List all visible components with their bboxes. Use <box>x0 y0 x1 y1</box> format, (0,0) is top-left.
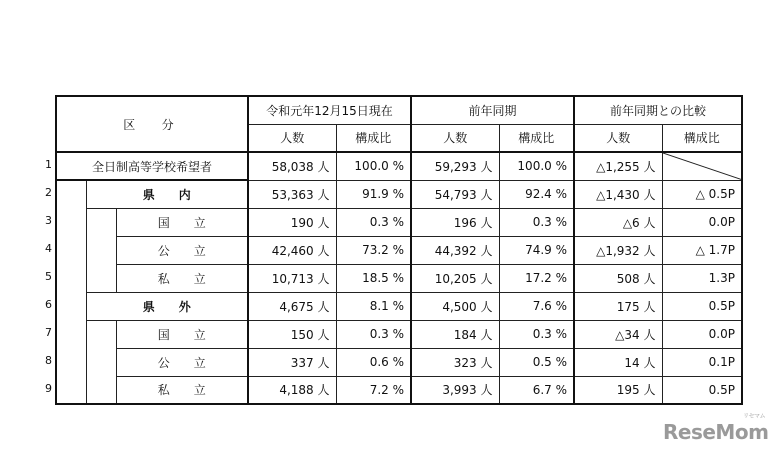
previous-ratio-cell: 74.9 % <box>499 236 574 264</box>
previous-people-cell: 54,793 人 <box>411 180 499 208</box>
row-number: 9 <box>45 382 52 395</box>
logo-kana: リセマム <box>743 413 765 420</box>
table-row <box>56 180 742 208</box>
comparison-people-cell: △1,932 人 <box>574 236 662 264</box>
row-label: 県 外 <box>86 292 248 320</box>
current-group-header: 令和元年12月15日現在 <box>248 96 411 124</box>
row-label: 国 立 <box>116 208 248 236</box>
comparison-ratio-cell: 0.1P <box>662 348 742 376</box>
comparison-people-header: 人数 <box>574 124 662 152</box>
current-ratio-cell: 0.6 % <box>336 348 411 376</box>
row-label: 県 内 <box>86 180 248 208</box>
current-people-cell: 10,713 人 <box>248 264 336 292</box>
row-label: 公 立 <box>116 348 248 376</box>
table-row <box>56 376 742 404</box>
previous-ratio-cell: 0.3 % <box>499 320 574 348</box>
indent-cell <box>56 348 86 376</box>
statistics-table <box>55 95 743 405</box>
previous-ratio-header: 構成比 <box>499 124 574 152</box>
row-number: 5 <box>45 270 52 283</box>
current-people-cell: 58,038 人 <box>248 152 336 180</box>
category-header: 区 分 <box>56 96 248 152</box>
row-label: 私 立 <box>116 264 248 292</box>
comparison-people-cell: 175 人 <box>574 292 662 320</box>
previous-people-cell: 59,293 人 <box>411 152 499 180</box>
current-people-cell: 4,675 人 <box>248 292 336 320</box>
current-people-cell: 53,363 人 <box>248 180 336 208</box>
previous-ratio-cell: 6.7 % <box>499 376 574 404</box>
comparison-people-cell: △34 人 <box>574 320 662 348</box>
comparison-ratio-cell: △ 1.7P <box>662 236 742 264</box>
table-row <box>56 348 742 376</box>
indent-cell <box>56 264 86 292</box>
previous-ratio-cell: 7.6 % <box>499 292 574 320</box>
current-people-cell: 190 人 <box>248 208 336 236</box>
row-label: 国 立 <box>116 320 248 348</box>
logo-text: ReseMom <box>663 420 769 444</box>
comparison-ratio-cell: 1.3P <box>662 264 742 292</box>
comparison-people-cell: △1,255 人 <box>574 152 662 180</box>
previous-people-cell: 196 人 <box>411 208 499 236</box>
resemom-logo <box>663 413 769 444</box>
previous-people-cell: 10,205 人 <box>411 264 499 292</box>
indent-cell <box>86 236 116 264</box>
previous-ratio-cell: 0.3 % <box>499 208 574 236</box>
table-row <box>56 236 742 264</box>
comparison-ratio-cell: 0.5P <box>662 376 742 404</box>
comparison-people-cell: 195 人 <box>574 376 662 404</box>
previous-ratio-cell: 17.2 % <box>499 264 574 292</box>
comparison-ratio-cell: 0.0P <box>662 320 742 348</box>
previous-ratio-cell: 92.4 % <box>499 180 574 208</box>
indent-cell <box>86 264 116 292</box>
indent-cell <box>56 208 86 236</box>
table-row <box>56 208 742 236</box>
indent-cell <box>56 376 86 404</box>
comparison-people-cell: 14 人 <box>574 348 662 376</box>
current-people-cell: 4,188 人 <box>248 376 336 404</box>
previous-group-header: 前年同期 <box>411 96 574 124</box>
table-row <box>56 152 742 180</box>
previous-people-cell: 184 人 <box>411 320 499 348</box>
table-row <box>56 292 742 320</box>
row-number: 6 <box>45 298 52 311</box>
indent-cell <box>86 320 116 348</box>
current-ratio-header: 構成比 <box>336 124 411 152</box>
current-people-cell: 150 人 <box>248 320 336 348</box>
indent-cell <box>56 236 86 264</box>
current-ratio-cell: 73.2 % <box>336 236 411 264</box>
previous-people-header: 人数 <box>411 124 499 152</box>
comparison-ratio-header: 構成比 <box>662 124 742 152</box>
row-label: 公 立 <box>116 236 248 264</box>
comparison-people-cell: 508 人 <box>574 264 662 292</box>
previous-people-cell: 44,392 人 <box>411 236 499 264</box>
table-row <box>56 264 742 292</box>
current-ratio-cell: 8.1 % <box>336 292 411 320</box>
indent-cell <box>86 348 116 376</box>
row-number: 1 <box>45 158 52 171</box>
indent-cell <box>86 376 116 404</box>
row-number: 8 <box>45 354 52 367</box>
comparison-group-header: 前年同期との比較 <box>574 96 742 124</box>
previous-people-cell: 4,500 人 <box>411 292 499 320</box>
indent-cell <box>86 208 116 236</box>
indent-cell <box>56 320 86 348</box>
previous-people-cell: 3,993 人 <box>411 376 499 404</box>
current-ratio-cell: 18.5 % <box>336 264 411 292</box>
previous-ratio-cell: 0.5 % <box>499 348 574 376</box>
comparison-ratio-diagonal-cell <box>662 152 742 180</box>
row-number: 7 <box>45 326 52 339</box>
comparison-people-cell: △1,430 人 <box>574 180 662 208</box>
previous-ratio-cell: 100.0 % <box>499 152 574 180</box>
row-number: 3 <box>45 214 52 227</box>
header-row-1 <box>56 96 742 124</box>
indent-cell <box>56 180 86 208</box>
row-label: 私 立 <box>116 376 248 404</box>
comparison-ratio-cell: 0.0P <box>662 208 742 236</box>
current-ratio-cell: 100.0 % <box>336 152 411 180</box>
table-row <box>56 320 742 348</box>
previous-people-cell: 323 人 <box>411 348 499 376</box>
current-people-header: 人数 <box>248 124 336 152</box>
diagonal-line <box>663 153 742 180</box>
comparison-ratio-cell: 0.5P <box>662 292 742 320</box>
current-people-cell: 337 人 <box>248 348 336 376</box>
row-number: 2 <box>45 186 52 199</box>
row-number: 4 <box>45 242 52 255</box>
current-ratio-cell: 7.2 % <box>336 376 411 404</box>
indent-cell <box>56 292 86 320</box>
comparison-people-cell: △6 人 <box>574 208 662 236</box>
current-people-cell: 42,460 人 <box>248 236 336 264</box>
current-ratio-cell: 0.3 % <box>336 208 411 236</box>
comparison-ratio-cell: △ 0.5P <box>662 180 742 208</box>
current-ratio-cell: 91.9 % <box>336 180 411 208</box>
row-label: 全日制高等学校希望者 <box>56 152 248 180</box>
current-ratio-cell: 0.3 % <box>336 320 411 348</box>
